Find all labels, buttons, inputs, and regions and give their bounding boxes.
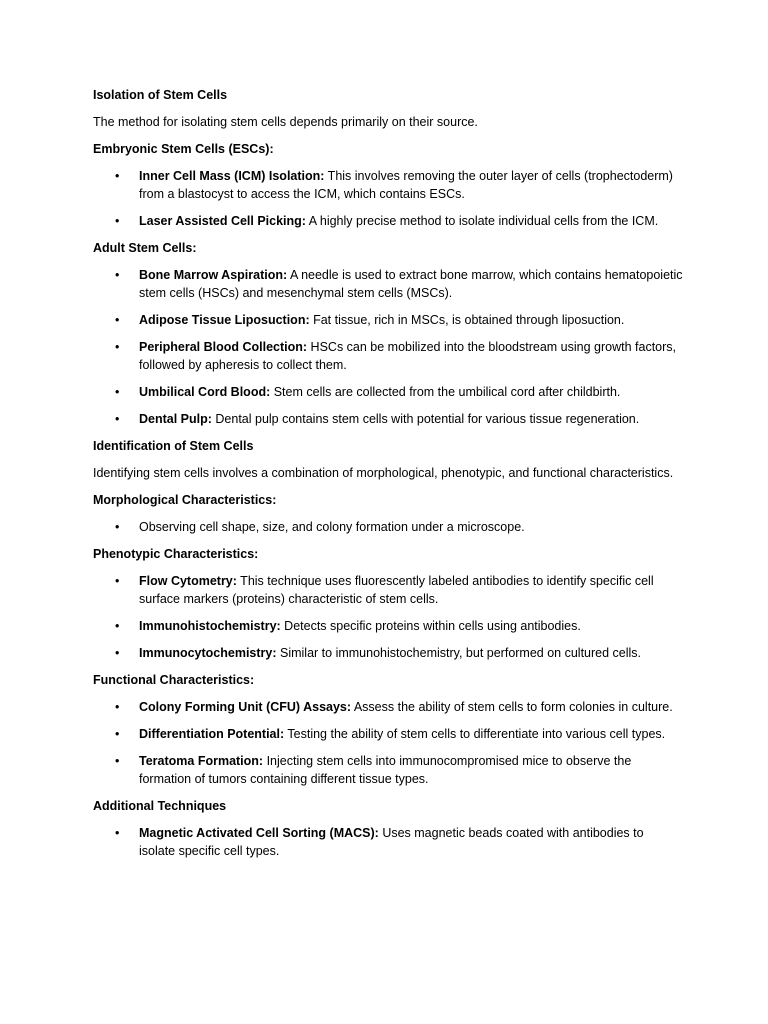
list-item [93, 311, 683, 329]
bullet-icon: • [115, 169, 120, 183]
list-item-term: Dental Pulp: [139, 412, 212, 426]
bullet-icon: • [115, 619, 120, 633]
list-item-term: Differentiation Potential: [139, 727, 285, 741]
list-item [93, 410, 683, 428]
section-heading: Additional Techniques [93, 799, 227, 813]
list-item [93, 212, 683, 230]
paragraph: The method for isolating stem cells depends primarily on their source. [93, 115, 478, 129]
list-item [93, 167, 683, 203]
bullet-icon: • [115, 385, 120, 399]
list-item-term: Peripheral Blood Collection: [139, 340, 308, 354]
list-item-text: Testing the ability of stem cells to differentiate into various cell types. [284, 727, 666, 741]
bullet-icon: • [115, 727, 120, 741]
section-heading: Morphological Characteristics: [93, 493, 277, 507]
bullet-list [93, 266, 683, 428]
section-heading: Embryonic Stem Cells (ESCs): [93, 142, 274, 156]
list-item [93, 752, 683, 788]
list-item-text: A needle is used to extract bone marrow, which contains hematopoietic stem cells (HSCs) and mesenchymal stem cells (MSCs). [139, 268, 683, 300]
bullet-icon: • [115, 340, 120, 354]
list-item-text: This involves removing the outer layer of cells (trophectoderm) from a blastocyst to access the ICM, which contains ESCs. [139, 169, 673, 201]
list-item-term: Immunohistochemistry: [139, 619, 281, 633]
list-item-term: Flow Cytometry: [139, 574, 237, 588]
list-item-term: Magnetic Activated Cell Sorting (MACS): [139, 826, 379, 840]
list-item-term: Bone Marrow Aspiration: [139, 268, 288, 282]
list-item-text: Injecting stem cells into immunocompromised mice to observe the formation of tumors containing different tissue types. [139, 754, 632, 786]
list-item [93, 644, 683, 662]
list-item [93, 698, 683, 716]
list-item-text: Dental pulp contains stem cells with potential for various tissue regeneration. [211, 412, 640, 426]
section-heading: Phenotypic Characteristics: [93, 547, 259, 561]
list-item-term: Inner Cell Mass (ICM) Isolation: [139, 169, 325, 183]
list-item [93, 266, 683, 302]
bullet-icon: • [115, 214, 120, 228]
list-item [93, 824, 683, 860]
bullet-icon: • [115, 700, 120, 714]
list-item [93, 383, 683, 401]
document-body [93, 86, 683, 869]
bullet-list [93, 167, 683, 230]
bullet-icon: • [115, 520, 120, 534]
list-item-text: HSCs can be mobilized into the bloodstream using growth factors, followed by apheresis to collect them. [139, 340, 677, 372]
bullet-icon: • [115, 412, 120, 426]
list-item-term: Adipose Tissue Liposuction: [139, 313, 310, 327]
list-item [93, 518, 683, 536]
section-heading: Isolation of Stem Cells [93, 88, 228, 102]
bullet-icon: • [115, 826, 120, 840]
list-item-text: This technique uses fluorescently labeled antibodies to identify specific cell surface markers (proteins) characteristic of stem cells. [139, 574, 654, 606]
list-item [93, 617, 683, 635]
list-item-term: Immunocytochemistry: [139, 646, 277, 660]
bullet-icon: • [115, 754, 120, 768]
bullet-list [93, 824, 683, 860]
bullet-icon: • [115, 268, 120, 282]
section-heading: Functional Characteristics: [93, 673, 255, 687]
section-heading: Identification of Stem Cells [93, 439, 254, 453]
list-item-text: Detects specific proteins within cells using antibodies. [280, 619, 581, 633]
list-item-text: Observing cell shape, size, and colony formation under a microscope. [139, 520, 525, 534]
bullet-icon: • [115, 313, 120, 327]
list-item-term: Laser Assisted Cell Picking: [139, 214, 306, 228]
bullet-list [93, 518, 683, 536]
list-item-text: Fat tissue, rich in MSCs, is obtained through liposuction. [309, 313, 625, 327]
list-item-term: Colony Forming Unit (CFU) Assays: [139, 700, 352, 714]
list-item [93, 725, 683, 743]
list-item-text: A highly precise method to isolate individual cells from the ICM. [305, 214, 659, 228]
list-item-text: Similar to immunohistochemistry, but performed on cultured cells. [276, 646, 642, 660]
paragraph: Identifying stem cells involves a combination of morphological, phenotypic, and functional characteristics. [93, 466, 674, 480]
list-item-text: Uses magnetic beads coated with antibodies to isolate specific cell types. [139, 826, 644, 858]
list-item-text: Assess the ability of stem cells to form colonies in culture. [351, 700, 673, 714]
list-item-text: Stem cells are collected from the umbilical cord after childbirth. [270, 385, 621, 399]
section-heading: Adult Stem Cells: [93, 241, 197, 255]
bullet-list [93, 572, 683, 662]
list-item-term: Umbilical Cord Blood: [139, 385, 271, 399]
bullet-icon: • [115, 646, 120, 660]
list-item [93, 572, 683, 608]
list-item-term: Teratoma Formation: [139, 754, 264, 768]
list-item [93, 338, 683, 374]
bullet-icon: • [115, 574, 120, 588]
bullet-list [93, 698, 683, 788]
